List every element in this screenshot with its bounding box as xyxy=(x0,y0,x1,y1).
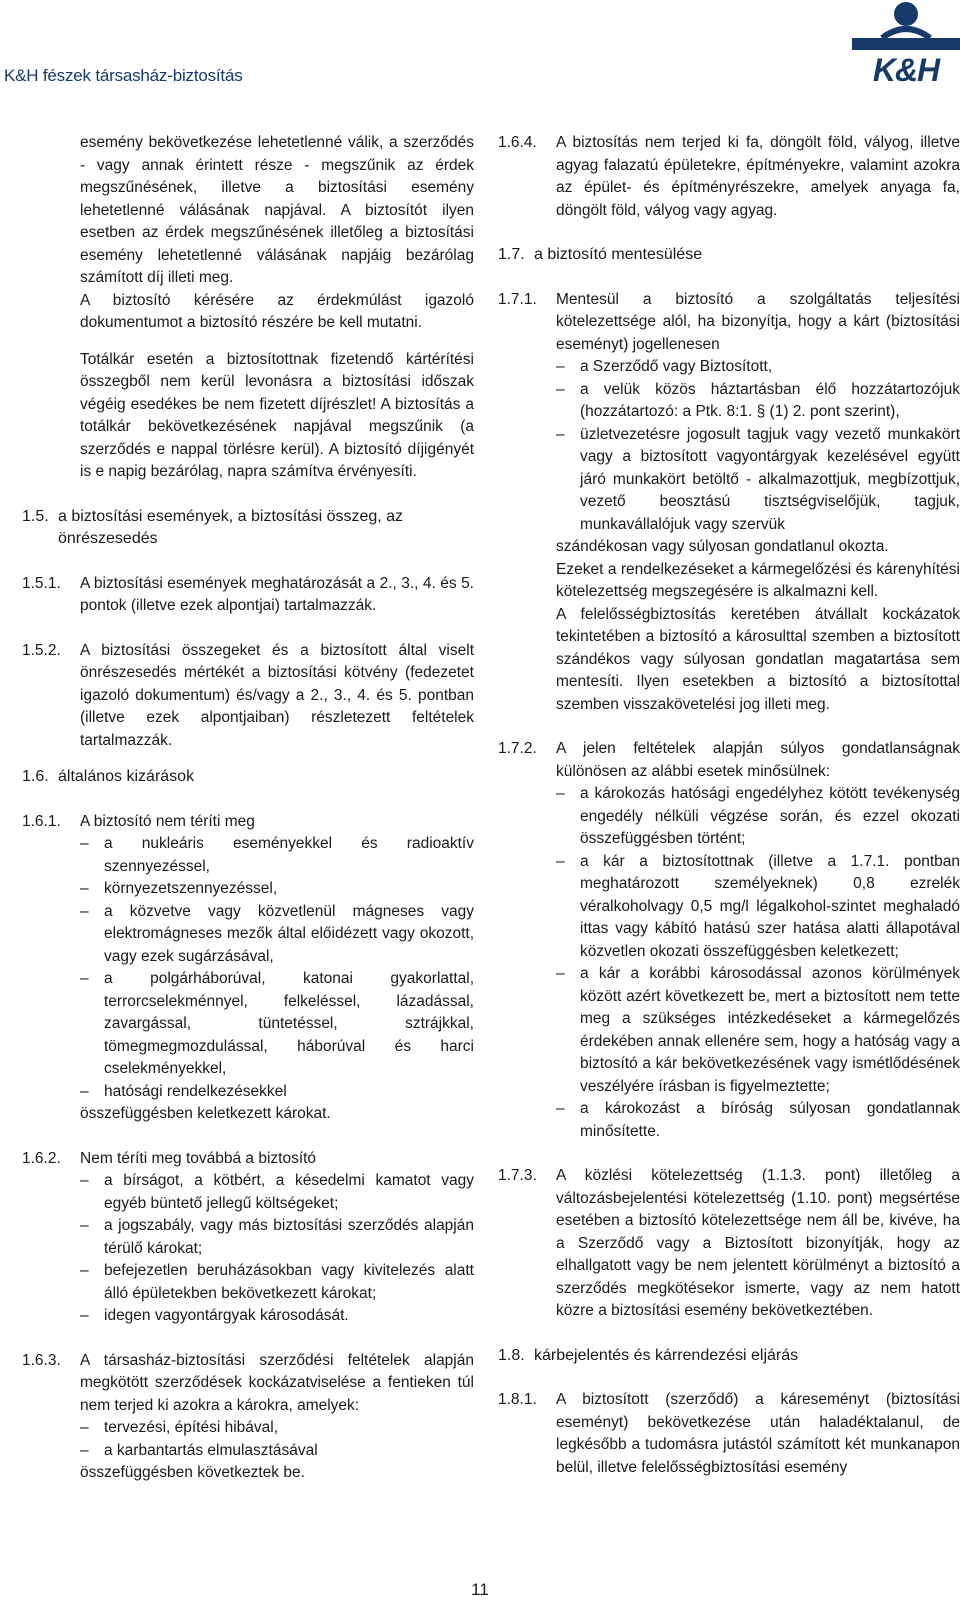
clause: 1.6.1. A biztosító nem téríti meg – a nukleáris eseményekkel és radioaktív szennyezéssel, – környezetszennyezéssel, – a közvetve vagy közvetlenül mágneses vagy elektromágneses mezők által előidézett vagy okozott, vagy ezek sugárzásával, – a polgárháborúval, katonai gyakorlattal, terrorcselekménnyel, felkeléssel, lázadással, zavargással, tüntetéssel, sztrájkkal, tömegmegmozdulással, háborúval és harci cselekményekkel, – hatósági rendelkezésekkel összefüggésben keletkezett károkat. xyxy=(22,812,474,1122)
clause: 1.8.1. A biztosított (szerződő) a káreseményt (biztosítási eseményt) bekövetkezése után haladéktalanul, de legkésőbb a tudomásra jutástól számított két munkanapon belül, illetve felelősségbiztosítási esemény xyxy=(498,1391,960,1476)
list-item: – befejezetlen beruházásokban vagy kivitelezés alatt álló épületekben bekövetkezett károkat; xyxy=(80,1262,474,1302)
logo-arc xyxy=(882,29,930,38)
list-item: – a karbantartás elmulasztásával xyxy=(80,1441,318,1459)
clause: 1.6.3. A társasház-biztosítási szerződési feltételek alapján megkötött szerződések kockázatviselése a fentieken túl nem terjed ki azokra a károkra, amelyek: – tervezési, építési hibával, – a karbantartás elmulasztásával összefüggésben következtek be. xyxy=(22,1351,474,1481)
right-column xyxy=(498,132,960,1479)
paragraph: A biztosító kérésére az érdekmúlást igazoló dokumentumot a biztosító részére be kell mutatni. xyxy=(80,291,474,331)
list-item: – hatósági rendelkezésekkel xyxy=(80,1082,287,1100)
clause: 1.5.2. A biztosítási összegeket és a biztosított által viselt önrészesedés mértékét a biztosítási kötvény (fedezetet igazoló dokumentum) és/vagy a 2., 3., 4. és 5. pontban (illetve ezek alpontjaiban) részletezett feltételek tartalmazzák. xyxy=(22,641,474,749)
list-item: – a velük közös háztartásban élő hozzátartozójuk (hozzátartozó: a Ptk. 8:1. § (1) 2. pont szerint), xyxy=(556,380,960,420)
clause: 1.7.3. A közlési kötelezettség (1.1.3. pont) illetőleg a változásbejelentési kötelezettség (1.10. pont) megsértése esetében a biztosító kötelezettsége nem áll be, kivéve, ha a Szerződő vagy a Biztosított bizonyítják, hogy az elhallgatott vagy be nem jelentett körülményt a biztosító a szerződés megkötésekor ismerte, vagy az nem hatott közre a biztosítási esemény bekövetkeztében. xyxy=(498,1167,960,1319)
header-title: K&H fészek társasház-biztosítás xyxy=(4,66,243,85)
list-item: – a károkozást a bíróság súlyosan gondatlannak minősítette. xyxy=(556,1100,960,1140)
list-item: – a kár a korábbi károsodással azonos körülmények között azért következett be, mert a biztosított nem tette meg a szükséges intézkedéseket a kármegelőzés érdekében annak ellenére sem, hogy a hatóság vagy a biztosító a kár bekövetkezésének vagy ismétlődésének veszélyére írásban is figyelmeztette; xyxy=(556,965,960,1095)
logo-mark-icon xyxy=(852,0,960,56)
logo-dot xyxy=(894,2,918,26)
left-column xyxy=(22,132,474,1485)
list-item: – a károkozás hatósági engedélyhez kötött tevékenység engedély nélküli végzése során, és ezzel okozati összefüggésben történt; xyxy=(556,785,960,847)
list-item: – üzletvezetésre jogosult tagjuk vagy vezető munkakört vagy a biztosított vagyontárgyak kezelésével együtt járó munkakört betöltő - alkalmazottjuk, megbízottjuk, vezető beosztású tisztségviselőjük, tagjuk, munkavállalójuk vagy szervük xyxy=(556,425,960,533)
clause: 1.7.2. A jelen feltételek alapján súlyos gondatlanságnak különösen az alábbi esetek minősülnek: – a károkozás hatósági engedélyhez kötött tevékenység engedély nélküli végzése során, és ezzel okozati összefüggésben történt; – a kár a biztosítottnak (illetve a 1.7.1. pontban meghatározott személyeknek) 0,8 ezrelék véralkoholvagy 0,5 mg/l légalkohol-szintet meghaladó ittas vagy kábító hatású szer hatása alatti állapotával közvetlen okozati összefüggésben keletkezett; – a kár a korábbi károsodással azonos körülmények között azért következett be, mert a biztosított nem tette meg a szükséges intézkedéseket a kármegelőzés érdekében annak ellenére sem, hogy a hatóság vagy a biztosító a kár bekövetkezésének vagy ismétlődésének veszélyére írásban is figyelmeztette; – a károkozást a bíróság súlyosan gondatlannak minősítette. xyxy=(498,738,960,1143)
clause: 1.6.4. A biztosítás nem terjed ki fa, döngölt föld, vályog, illetve agyag falazatú épületekre, építményekre, valamint azokra az épület- és építményrészekre, amelyek anyaga fa, döngölt föld, vályog vagy agyag. xyxy=(498,134,960,219)
section-heading: 1.6. általános kizárások xyxy=(22,768,195,785)
list-item: – a jogszabály, vagy más biztosítási szerződés alapján térülő károkat; xyxy=(80,1217,474,1257)
list-item: – a nukleáris eseményekkel és radioaktív szennyezéssel, xyxy=(80,835,474,875)
list-item: – idegen vagyontárgyak károsodását. xyxy=(80,1307,349,1324)
section-heading: 1.5. a biztosítási események, a biztosítási összeg, az önrészesedés xyxy=(22,507,404,547)
list-item: – a bírságot, a kötbért, a késedelmi kamatot vagy egyéb büntető jellegű költségeket; xyxy=(80,1172,474,1212)
list-item: – tervezési, építési hibával, xyxy=(80,1419,279,1436)
clause: 1.6.2. Nem téríti meg továbbá a biztosító – a bírságot, a kötbért, a késedelmi kamatot vagy egyéb büntető jellegű költségeket; – a jogszabály, vagy más biztosítási szerződés alapján térülő károkat; – befejezetlen beruházásokban vagy kivitelezés alatt álló épületekben bekövetkezett károkat; – idegen vagyontárgyak károsodását. xyxy=(22,1148,474,1328)
list-item: – a polgárháborúval, katonai gyakorlattal, terrorcselekménnyel, felkeléssel, lázadással, zavargással, tüntetéssel, sztrájkkal, tömegmegmozdulással, háborúval és harci cselekményekkel, xyxy=(80,970,474,1077)
brand-logo xyxy=(852,0,960,90)
logo-bar xyxy=(852,38,960,50)
list-item: – környezetszennyezéssel, xyxy=(80,880,278,897)
list-item: – a közvetve vagy közvetlenül mágneses vagy elektromágneses mezők által előidézett vagy okozott, vagy ezek sugárzásával, xyxy=(80,902,474,965)
clause: 1.5.1. A biztosítási események meghatározását a 2., 3., 4. és 5. pontok (illetve ezek alpontjai) tartalmazzák. xyxy=(22,574,474,614)
list-item: – a Szerződő vagy Biztosított, xyxy=(556,358,773,375)
paragraph: esemény bekövetkezése lehetetlenné válik, a szerződés - vagy annak érintett része - megszűnik az érdek megszűnésének, illetve a biztosítási esemény lehetetlenné válásának napjával. A biztosítót ilyen esetben az érdek megszűnésének illetőleg a biztosítási esemény lehetetlenné válásának napjáig bezárólag számított díj illeti meg. xyxy=(80,134,474,286)
section-heading: 1.7. a biztosító mentesülése xyxy=(498,246,703,263)
clause: 1.7.1. Mentesül a biztosító a szolgáltatás teljesítési kötelezettsége alól, ha bizonyítja, hogy a kárt (biztosítási eseményt) jogellenesen – a Szerződő vagy Biztosított, – a velük közös háztartásban élő hozzátartozójuk (hozzátartozó: a Ptk. 8:1. § (1) 2. pont szerint), – üzletvezetésre jogosult tagjuk vagy vezető munkakört vagy a biztosított vagyontárgyak kezelésével együtt járó munkakört betöltő - alkalmazottjuk, megbízottjuk, vezető beosztású tisztségviselőjük, tagjuk, munkavállalójuk vagy szervük szándékosan vagy súlyosan gondatlanul okozta. Ezeket a rendelkezéseket a kármegelőzési és kárenyhítési kötelezettség megszegésére is alkalmazni kell. A felelősségbiztosítás keretében átvállalt kockázatok tekintetében a biztosító a károsulttal szemben a biztosított szándékos vagy súlyosan gondatlan magatartása sem mentesíti. Ilyen esetekben a biztosító a biztosítottal szemben visszakövetelési jog illeti meg. xyxy=(498,290,960,713)
list-item: – a kár a biztosítottnak (illetve a 1.7.1. pontban meghatározott személyeknek) 0,8 ezrelék véralkoholvagy 0,5 mg/l légalkohol-szintet meghaladó ittas vagy kábító hatású szer hatása alatti állapotával közvetlen okozati összefüggésben keletkezett; xyxy=(556,852,960,960)
logo-text: K&H xyxy=(872,52,940,88)
paragraph: Totálkár esetén a biztosítottnak fizetendő kártérítési összegből nem kerül levonásra a biztosítási időszak végéig esedékes be nem fizetett díjrészlet! A biztosítás a totálkár bekövetkezésének napjával megszűnik (a szerződés e nappal törlésre kerül). A biztosító díjigényét is e napig bezárólag, napra számítva érvényesíti. xyxy=(80,350,474,480)
page-number: 11 xyxy=(471,1580,489,1599)
section-heading: 1.8. kárbejelentés és kárrendezési eljárás xyxy=(498,1346,799,1364)
